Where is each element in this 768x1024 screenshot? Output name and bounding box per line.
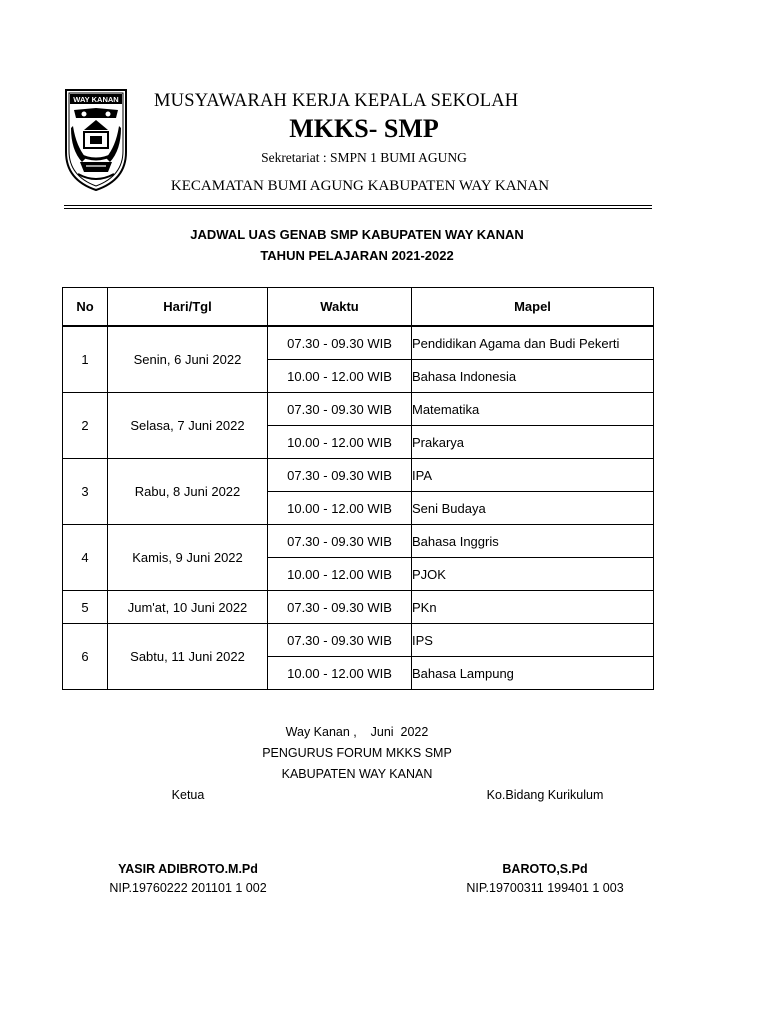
header-no: No	[63, 288, 108, 327]
header-waktu: Waktu	[268, 288, 412, 327]
row-number: 5	[63, 591, 108, 624]
row-time: 07.30 - 09.30 WIB	[268, 459, 412, 492]
row-time: 07.30 - 09.30 WIB	[268, 624, 412, 657]
chair-name: YASIR ADIBROTO.M.Pd	[118, 862, 258, 876]
header-rule-thick	[64, 208, 652, 209]
curriculum-coordinator-nip: NIP.19700311 199401 1 003	[466, 881, 624, 895]
header-rule-thin	[64, 205, 652, 206]
secretariat-line: Sekretariat : SMPN 1 BUMI AGUNG	[261, 150, 467, 165]
row-number: 2	[63, 393, 108, 459]
row-date: Kamis, 9 Juni 2022	[108, 525, 268, 591]
row-time: 07.30 - 09.30 WIB	[268, 393, 412, 426]
table-header-row	[63, 288, 654, 327]
row-time: 10.00 - 12.00 WIB	[268, 426, 412, 459]
row-date: Senin, 6 Juni 2022	[108, 326, 268, 393]
exam-schedule-table	[62, 287, 654, 690]
place-date: Way Kanan , Juni 2022	[285, 725, 429, 739]
row-date: Rabu, 8 Juni 2022	[108, 459, 268, 525]
organization-abbreviation: MKKS- SMP	[289, 114, 439, 143]
row-time: 07.30 - 09.30 WIB	[268, 326, 412, 360]
table-row	[63, 624, 654, 657]
row-subject: Seni Budaya	[412, 492, 654, 525]
academic-year: TAHUN PELAJARAN 2021-2022	[260, 248, 454, 263]
row-subject: Pendidikan Agama dan Budi Pekerti	[412, 326, 654, 360]
regency-name: KABUPATEN WAY KANAN	[281, 767, 433, 781]
row-subject: Bahasa Inggris	[412, 525, 654, 558]
row-time: 07.30 - 09.30 WIB	[268, 591, 412, 624]
table-row	[63, 393, 654, 426]
row-subject: Bahasa Lampung	[412, 657, 654, 690]
row-time: 10.00 - 12.00 WIB	[268, 657, 412, 690]
table-row	[63, 459, 654, 492]
row-date: Sabtu, 11 Juni 2022	[108, 624, 268, 690]
logo-text: WAY KANAN	[73, 95, 119, 104]
district-line: KECAMATAN BUMI AGUNG KABUPATEN WAY KANAN	[170, 178, 550, 194]
curriculum-coordinator-name: BAROTO,S.Pd	[502, 862, 588, 876]
table-row	[63, 525, 654, 558]
row-date: Jum'at, 10 Juni 2022	[108, 591, 268, 624]
row-subject: PKn	[412, 591, 654, 624]
row-number: 1	[63, 326, 108, 393]
row-subject: Prakarya	[412, 426, 654, 459]
header-mapel: Mapel	[412, 288, 654, 327]
board-name: PENGURUS FORUM MKKS SMP	[262, 746, 452, 760]
header-hari-tgl: Hari/Tgl	[108, 288, 268, 327]
table-row	[63, 326, 654, 360]
row-time: 10.00 - 12.00 WIB	[268, 558, 412, 591]
row-date: Selasa, 7 Juni 2022	[108, 393, 268, 459]
row-number: 3	[63, 459, 108, 525]
row-time: 10.00 - 12.00 WIB	[268, 492, 412, 525]
row-number: 4	[63, 525, 108, 591]
table-row	[63, 591, 654, 624]
row-subject: PJOK	[412, 558, 654, 591]
chair-title: Ketua	[171, 788, 205, 802]
way-kanan-logo	[64, 88, 128, 192]
organization-name: MUSYAWARAH KERJA KEPALA SEKOLAH	[154, 91, 519, 111]
row-time: 10.00 - 12.00 WIB	[268, 360, 412, 393]
row-subject: Bahasa Indonesia	[412, 360, 654, 393]
row-time: 07.30 - 09.30 WIB	[268, 525, 412, 558]
row-subject: IPS	[412, 624, 654, 657]
document-title: JADWAL UAS GENAB SMP KABUPATEN WAY KANAN	[190, 227, 524, 242]
row-subject: IPA	[412, 459, 654, 492]
row-subject: Matematika	[412, 393, 654, 426]
curriculum-coordinator-title: Ko.Bidang Kurikulum	[486, 788, 604, 802]
row-number: 6	[63, 624, 108, 690]
chair-nip: NIP.19760222 201101 1 002	[109, 881, 267, 895]
